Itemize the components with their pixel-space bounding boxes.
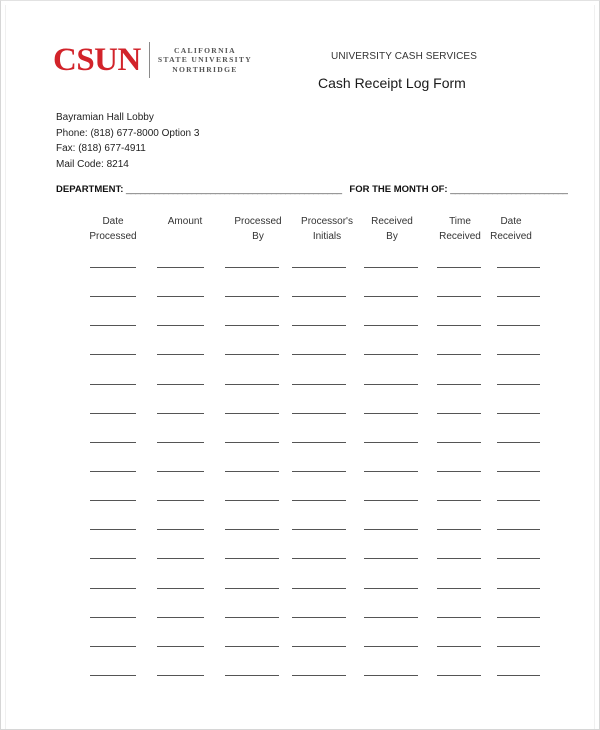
table-cell-blank[interactable] [497, 500, 540, 501]
column-header [73, 214, 153, 244]
table-cell-blank[interactable] [437, 296, 481, 297]
table-cell-blank[interactable] [437, 558, 481, 559]
table-cell-blank[interactable] [497, 471, 540, 472]
table-cell-blank[interactable] [364, 617, 418, 618]
table-cell-blank[interactable] [90, 413, 136, 414]
contact-block [56, 110, 199, 172]
table-cell-blank[interactable] [364, 413, 418, 414]
table-cell-blank[interactable] [437, 354, 481, 355]
table-cell-blank[interactable] [90, 646, 136, 647]
month-field[interactable]: _________________________ [450, 184, 568, 195]
table-cell-blank[interactable] [157, 442, 204, 443]
table-cell-blank[interactable] [292, 471, 346, 472]
table-cell-blank[interactable] [157, 617, 204, 618]
table-cell-blank[interactable] [225, 617, 279, 618]
table-cell-blank[interactable] [497, 296, 540, 297]
table-cell-blank[interactable] [292, 588, 346, 589]
table-cell-blank[interactable] [364, 675, 418, 676]
column-header-line: Time [449, 216, 471, 227]
table-cell-blank[interactable] [292, 558, 346, 559]
table-cell-blank[interactable] [497, 675, 540, 676]
table-cell-blank[interactable] [292, 675, 346, 676]
table-cell-blank[interactable] [225, 588, 279, 589]
logo-line: STATE UNIVERSITY [157, 55, 253, 65]
table-cell-blank[interactable] [225, 646, 279, 647]
table-cell-blank[interactable] [364, 384, 418, 385]
table-cell-blank[interactable] [437, 471, 481, 472]
table-cell-blank[interactable] [90, 296, 136, 297]
logo-mark: CSUN [53, 41, 141, 78]
table-cell-blank[interactable] [90, 500, 136, 501]
table-cell-blank[interactable] [437, 500, 481, 501]
table-cell-blank[interactable] [157, 500, 204, 501]
table-cell-blank[interactable] [157, 413, 204, 414]
table-cell-blank[interactable] [364, 267, 418, 268]
column-header-line: Date [500, 216, 522, 227]
table-cell-blank[interactable] [364, 558, 418, 559]
table-cell-blank[interactable] [364, 588, 418, 589]
table-cell-blank[interactable] [157, 558, 204, 559]
table-cell-blank[interactable] [90, 675, 136, 676]
column-header-line: Processed [89, 231, 137, 242]
table-cell-blank[interactable] [497, 529, 540, 530]
table-cell-blank[interactable] [225, 500, 279, 501]
table-cell-blank[interactable] [157, 384, 204, 385]
table-cell-blank[interactable] [157, 325, 204, 326]
column-header-line: Amount [167, 216, 203, 227]
table-cell-blank[interactable] [497, 617, 540, 618]
table-cell-blank[interactable] [292, 529, 346, 530]
table-cell-blank[interactable] [225, 471, 279, 472]
logo-university-name [158, 46, 252, 75]
department-field[interactable]: ______________________________________________ [126, 184, 342, 195]
table-cell-blank[interactable] [225, 384, 279, 385]
table-cell-blank[interactable] [292, 646, 346, 647]
table-cell-blank[interactable] [157, 471, 204, 472]
table-cell-blank[interactable] [225, 325, 279, 326]
table-cell-blank[interactable] [292, 325, 346, 326]
table-cell-blank[interactable] [292, 354, 346, 355]
table-cell-blank[interactable] [90, 529, 136, 530]
table-cell-blank[interactable] [437, 675, 481, 676]
contact-mail-code: Mail Code: 8214 [56, 158, 129, 170]
table-cell-blank[interactable] [157, 267, 204, 268]
table-cell-blank[interactable] [364, 529, 418, 530]
column-header [218, 214, 298, 244]
table-cell-blank[interactable] [437, 413, 481, 414]
table-cell-blank[interactable] [497, 558, 540, 559]
table-cell-blank[interactable] [364, 296, 418, 297]
table-cell-blank[interactable] [437, 588, 481, 589]
column-header-line: By [386, 231, 398, 242]
table-cell-blank[interactable] [437, 384, 481, 385]
table-cell-blank[interactable] [292, 442, 346, 443]
table-cell-blank[interactable] [292, 384, 346, 385]
column-header [145, 214, 225, 244]
column-header-line: Received [371, 216, 413, 227]
column-header [471, 214, 551, 244]
table-cell-blank[interactable] [497, 646, 540, 647]
table-cell-blank[interactable] [364, 646, 418, 647]
column-header-line: Date [102, 216, 124, 227]
column-header-line: Initials [312, 231, 342, 242]
contact-phone: Phone: (818) 677-8000 Option 3 [56, 127, 200, 139]
table-cell-blank[interactable] [497, 442, 540, 443]
table-cell-blank[interactable] [90, 384, 136, 385]
form-fields-line [56, 184, 567, 195]
table-cell-blank[interactable] [157, 675, 204, 676]
form-title: Cash Receipt Log Form [318, 75, 466, 91]
table-cell-blank[interactable] [497, 354, 540, 355]
table-cell-blank[interactable] [157, 296, 204, 297]
column-header-line: Processed [234, 216, 282, 227]
table-cell-blank[interactable] [90, 471, 136, 472]
table-cell-blank[interactable] [437, 267, 481, 268]
table-cell-blank[interactable] [225, 267, 279, 268]
contact-fax: Fax: (818) 677-4911 [56, 143, 146, 154]
table-cell-blank[interactable] [292, 267, 346, 268]
table-cell-blank[interactable] [437, 617, 481, 618]
table-cell-blank[interactable] [292, 500, 346, 501]
month-label: FOR THE MONTH OF: [349, 184, 448, 195]
table-cell-blank[interactable] [292, 296, 346, 297]
table-cell-blank[interactable] [225, 675, 279, 676]
department-heading: UNIVERSITY CASH SERVICES [331, 51, 477, 62]
table-cell-blank[interactable] [437, 442, 481, 443]
logo-divider [149, 42, 150, 78]
table-cell-blank[interactable] [437, 529, 481, 530]
column-header-line: Received [490, 231, 532, 242]
department-label: DEPARTMENT: [56, 184, 124, 195]
table-cell-blank[interactable] [90, 558, 136, 559]
table-cell-blank[interactable] [90, 325, 136, 326]
column-header-line: Processor's [301, 216, 353, 227]
table-cell-blank[interactable] [90, 354, 136, 355]
column-header-line: Received [439, 231, 481, 242]
table-cell-blank[interactable] [90, 267, 136, 268]
table-cell-blank[interactable] [292, 617, 346, 618]
table-cell-blank[interactable] [497, 267, 540, 268]
table-cell-blank[interactable] [157, 588, 204, 589]
table-cell-blank[interactable] [225, 296, 279, 297]
table-cell-blank[interactable] [225, 442, 279, 443]
column-header-line: By [252, 231, 264, 242]
table-cell-blank[interactable] [90, 588, 136, 589]
table-cell-blank[interactable] [497, 384, 540, 385]
table-cell-blank[interactable] [157, 354, 204, 355]
table-cell-blank[interactable] [364, 325, 418, 326]
table-cell-blank[interactable] [157, 646, 204, 647]
table-cell-blank[interactable] [225, 413, 279, 414]
table-cell-blank[interactable] [497, 413, 540, 414]
table-cell-blank[interactable] [364, 500, 418, 501]
column-header-line [145, 229, 225, 244]
table-cell-blank[interactable] [225, 354, 279, 355]
logo-line: NORTHRIDGE [172, 64, 238, 74]
table-cell-blank[interactable] [225, 558, 279, 559]
table-cell-blank[interactable] [497, 588, 540, 589]
table-cell-blank[interactable] [364, 442, 418, 443]
table-cell-blank[interactable] [225, 529, 279, 530]
table-cell-blank[interactable] [497, 325, 540, 326]
table-cell-blank[interactable] [292, 413, 346, 414]
table-cell-blank[interactable] [90, 442, 136, 443]
contact-location: Bayramian Hall Lobby [56, 112, 154, 123]
table-cell-blank[interactable] [437, 646, 481, 647]
table-cell-blank[interactable] [157, 529, 204, 530]
logo-line: CALIFORNIA [173, 45, 236, 55]
csun-logo [53, 42, 252, 78]
table-cell-blank[interactable] [437, 325, 481, 326]
table-cell-blank[interactable] [90, 617, 136, 618]
table-cell-blank[interactable] [364, 354, 418, 355]
table-cell-blank[interactable] [364, 471, 418, 472]
